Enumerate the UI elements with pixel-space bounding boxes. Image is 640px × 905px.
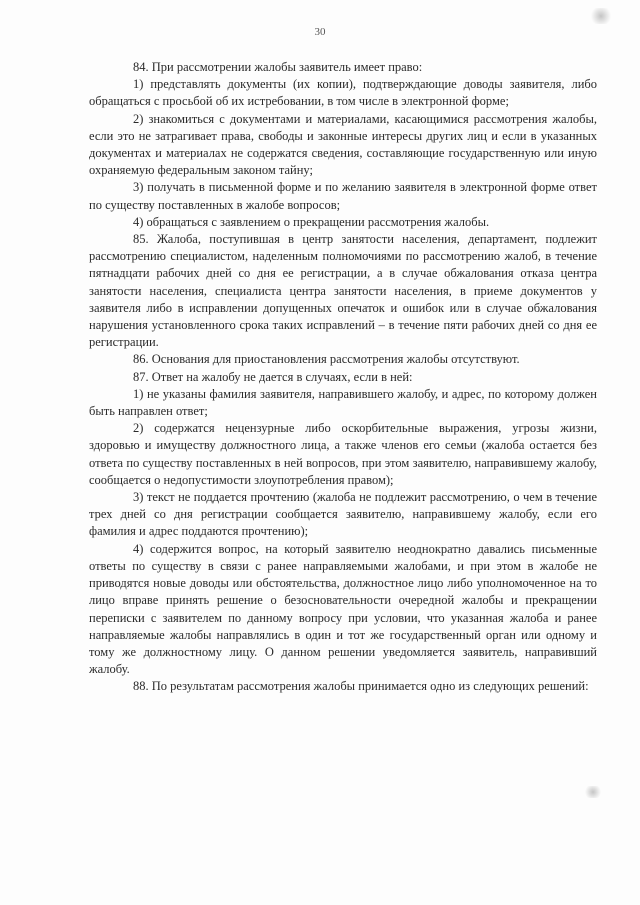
paragraph-84-item-4: 4) обращаться с заявлением о прекращении рассмотрения жалобы. — [133, 214, 490, 229]
paragraph-87: 87. Ответ на жалобу не дается в случаях, если в ней: — [133, 369, 413, 384]
paragraph-88: 88. По результатам рассмотрения жалобы принимается одно из следующих решений: — [133, 679, 589, 694]
paragraph-87-item-4: 4) содержится вопрос, на который заявителю неоднократно давались письменные ответы по существу в связи с ранее направляемыми жалобами, и при этом в жалобе не приводятся новые доводы или обстоятельства, должностное лицо либо уполномоченное на то лицо вправе принять решение о безосновательности очередной жалобы и прекращении переписки с заявителем по данному вопросу при условии, что указанная жалоба и ранее направляемые жалобы направлялись в один и тот же государственный орган или одному и тому же должностному лицу. О данном решении уведомляется заявитель, направивший жалобу. — [89, 541, 597, 677]
paragraph-84-item-2: 2) знакомиться с документами и материалами, касающимися рассмотрения жалобы, если это не затрагивает права, свободы и законные интересы других лиц и если в указанных документах и материалах не содержатся сведения, составляющие государственную или иную охраняемую федеральным законом тайну; — [89, 111, 597, 178]
paragraph-87-item-1: 1) не указаны фамилия заявителя, направившего жалобу, и адрес, по которому должен быть направлен ответ; — [89, 386, 597, 419]
paragraph-84-item-3: 3) получать в письменной форме и по желанию заявителя в электронной форме ответ по существу поставленных в жалобе вопросов; — [89, 180, 597, 212]
paragraph-87-item-2: 2) содержатся нецензурные либо оскорбительные выражения, угрозы жизни, здоровью и имуществу должностного лица, а также членов его семьи (жалоба остается без ответа по существу поставленных в ней вопросов, при этом заявителю, направившему жалобу, сообщается о недопустимости злоупотребления правом); — [89, 421, 597, 487]
paragraph-85: 85. Жалоба, поступившая в центр занятости населения, департамент, подлежит рассмотрению специалистом, наделенным полномочиями по рассмотрению жалоб, в течение пятнадцати рабочих дней со дня ее регистрации, а в случае обжалования отказа центра занятости населения, специалиста центра занятости населения, в приеме документов у заявителя либо в исправлении допущенных опечаток и ошибок или в случае обжалования нарушения установленного срока таких исправлений – в течение пяти рабочих дней со дня ее регистрации. — [89, 232, 597, 350]
paragraph-84-item-1: 1) представлять документы (их копии), подтверждающие доводы заявителя, либо обращаться с просьбой об их истребовании, в том числе в электронной форме; — [89, 77, 597, 109]
scan-artifact — [584, 786, 602, 798]
document-body — [89, 59, 597, 696]
paragraph-86: 86. Основания для приостановления рассмотрения жалобы отсутствуют. — [133, 352, 520, 367]
scan-artifact — [590, 8, 612, 24]
paragraph-84: 84. При рассмотрении жалобы заявитель имеет право: — [133, 60, 423, 74]
page-number: 30 — [314, 26, 326, 38]
paragraph-87-item-3: 3) текст не поддается прочтению (жалоба не подлежит рассмотрению, о чем в течение трех дней со дня регистрации сообщается заявителю, направившему жалобу, если его фамилия и адрес поддаются прочтению); — [89, 490, 597, 539]
